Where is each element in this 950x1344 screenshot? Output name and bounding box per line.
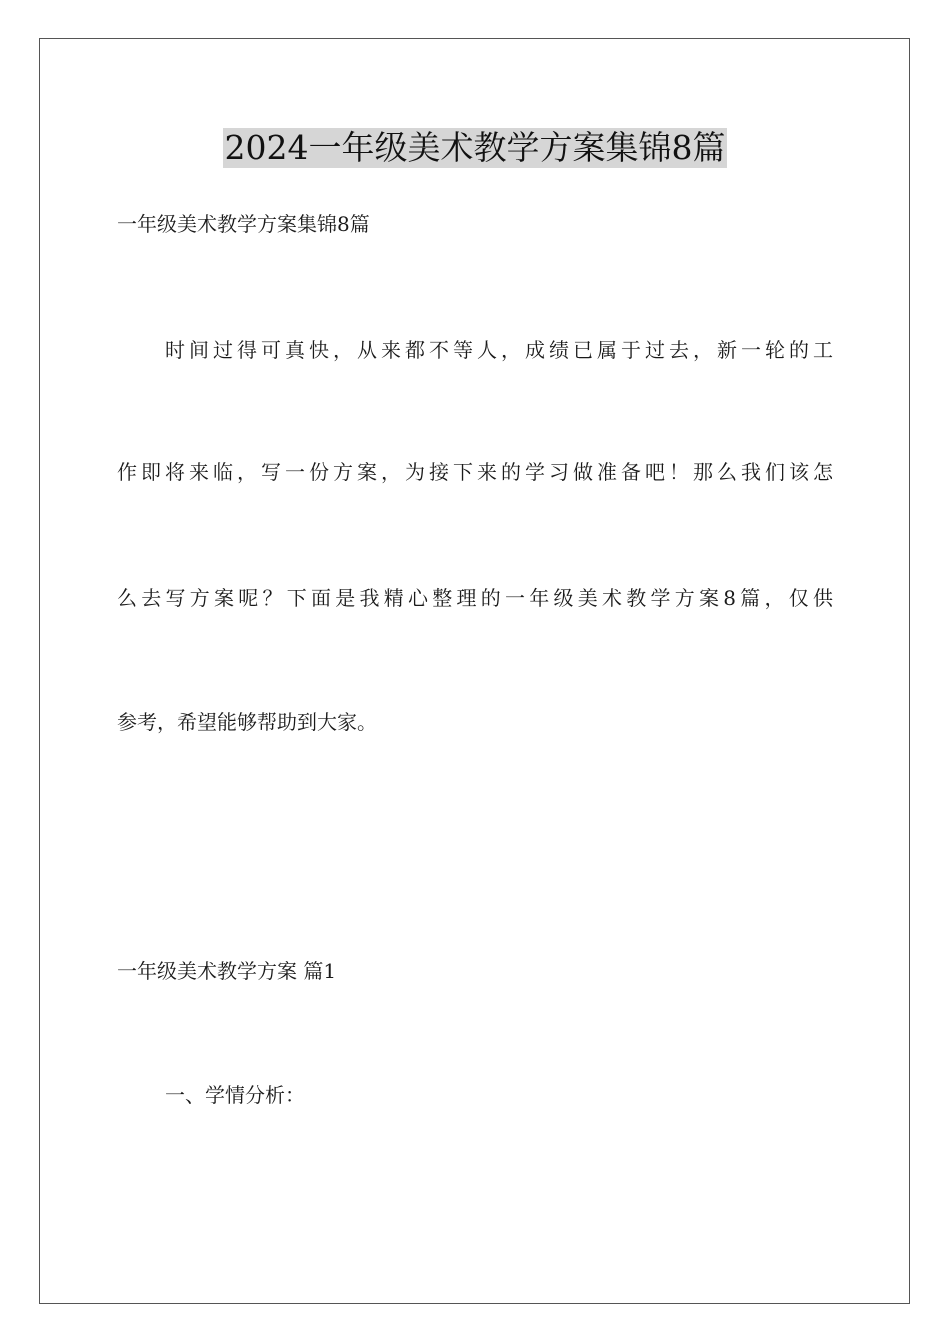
intro-line-4: 参考，希望能够帮助到大家。 — [117, 710, 377, 734]
title-container — [0, 128, 950, 168]
intro-line-1: 时间过得可真快，从来都不等人，成绩已属于过去，新一轮的工 — [165, 338, 833, 362]
document-title: 2024一年级美术教学方案集锦8篇 — [224, 128, 726, 167]
document-subtitle: 一年级美术教学方案集锦8篇 — [117, 212, 370, 236]
intro-line-2: 作即将来临，写一份方案，为接下来的学习做准备吧！那么我们该怎 — [117, 460, 833, 484]
intro-line-3: 么去写方案呢？下面是我精心整理的一年级美术教学方案8篇，仅供 — [117, 586, 833, 610]
subsection-heading: 一、学情分析： — [165, 1083, 305, 1107]
section-heading: 一年级美术教学方案 篇1 — [117, 959, 337, 983]
